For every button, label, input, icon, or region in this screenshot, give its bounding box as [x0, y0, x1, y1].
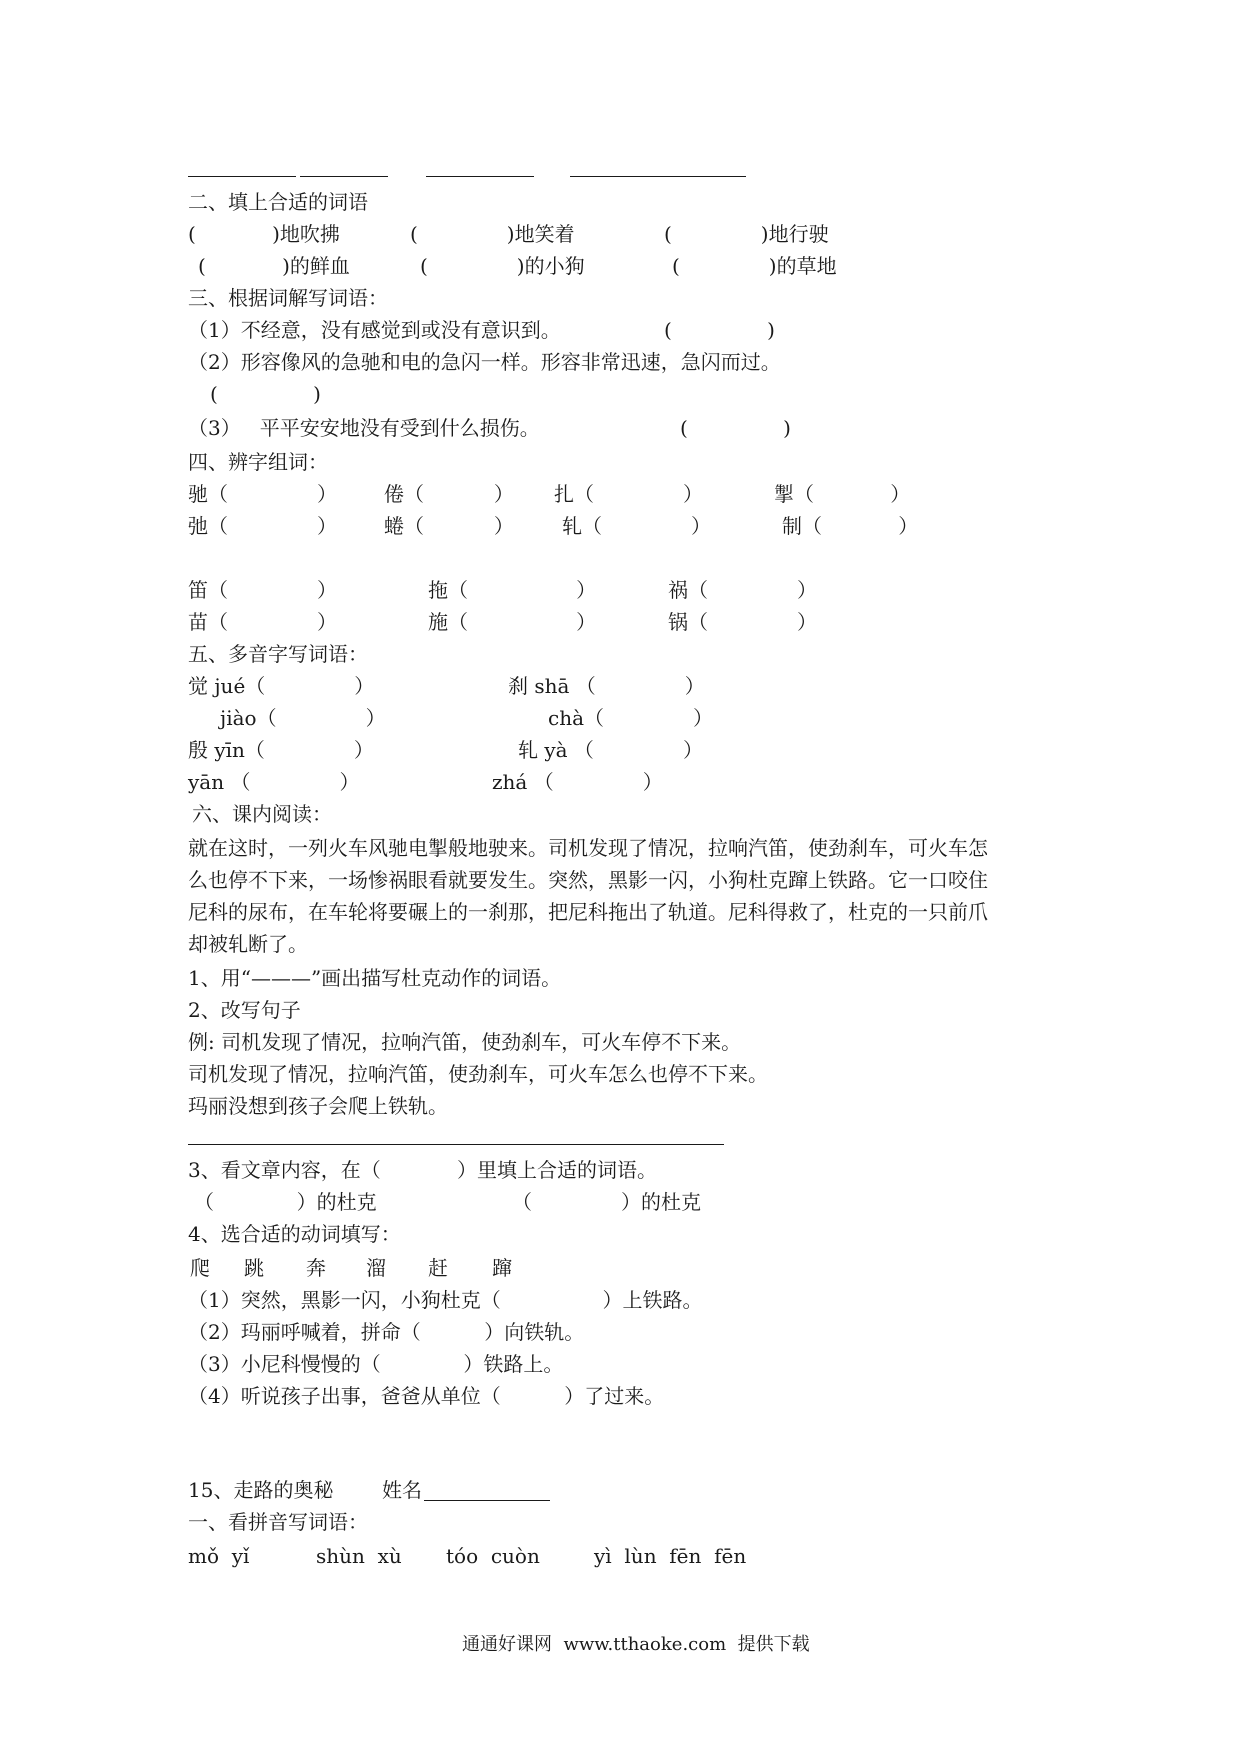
example-sentence: 例: 司机发现了情况，拉响汽笛，使劲刹车，可火车停不下来。 — [188, 1030, 742, 1054]
section-4-title: 四、辨字组词： — [188, 450, 328, 474]
answer-blank[interactable]: ( ) — [680, 416, 791, 440]
section-2-title: 二、填上合适的词语 — [188, 190, 368, 214]
fill-blank-item: ( )地吹拂 — [188, 222, 340, 246]
fill-blank-item: ( )地笑着 — [410, 222, 575, 246]
char-item: 笛（ ） — [188, 578, 338, 602]
fill-blank-item: （ ）的杜克 — [194, 1190, 377, 1214]
answer-blank[interactable]: ( ) — [664, 318, 775, 342]
answer-line[interactable] — [188, 1144, 724, 1145]
char-item: 轧（ ） — [562, 514, 712, 538]
pinyin-item: 轧 yà （ ） — [518, 738, 703, 762]
pinyin-item: chà（ ） — [548, 706, 714, 730]
verb-choice: 蹿 — [492, 1256, 512, 1280]
answer-blank[interactable]: ( ) — [210, 382, 321, 406]
fill-verb-item: （3）小尼科慢慢的（ ）铁路上。 — [188, 1352, 564, 1376]
section-1-title: 一、看拼音写词语： — [188, 1510, 368, 1534]
fill-verb-item: （4）听说孩子出事，爸爸从单位（ ）了过来。 — [188, 1384, 665, 1408]
char-item: 祸（ ） — [668, 578, 818, 602]
verb-choice: 奔 — [306, 1256, 326, 1280]
pinyin-item: zhá （ ） — [492, 770, 663, 794]
pinyin-item: 殷 yīn（ ） — [188, 738, 374, 762]
pinyin-word: shùn xù — [316, 1544, 402, 1568]
verb-choice: 溜 — [366, 1256, 386, 1280]
lesson-title: 15、走路的奥秘 — [188, 1478, 334, 1502]
name-label: 姓名 — [382, 1478, 422, 1502]
pinyin-item: jiào（ ） — [220, 706, 386, 730]
answer-line[interactable] — [188, 176, 296, 177]
char-item: 拖（ ） — [428, 578, 597, 602]
char-item: 掣（ ） — [774, 482, 911, 506]
char-item: 弛（ ） — [188, 514, 338, 538]
char-item: 蜷（ ） — [384, 514, 514, 538]
page-footer: 通通好课网 www.tthaoke.com 提供下载 — [462, 1634, 810, 1655]
question-text: 2、改写句子 — [188, 998, 301, 1022]
verb-choice: 赶 — [428, 1256, 448, 1280]
pinyin-item: 刹 shā （ ） — [508, 674, 705, 698]
char-item: 驰（ ） — [188, 482, 338, 506]
example-sentence: 司机发现了情况，拉响汽笛，使劲刹车，可火车怎么也停不下来。 — [188, 1062, 768, 1086]
question-text: 4、选合适的动词填写： — [188, 1222, 401, 1246]
fill-verb-item: （1）突然，黑影一闪，小狗杜克（ ）上铁路。 — [188, 1288, 703, 1312]
pinyin-item: yān （ ） — [188, 770, 360, 794]
pinyin-word: tóo cuòn — [446, 1544, 540, 1568]
answer-line[interactable] — [570, 176, 746, 177]
char-item: 锅（ ） — [668, 610, 818, 634]
question-text: （1）不经意，没有感觉到或没有意识到。 — [188, 318, 561, 342]
fill-blank-item: ( )的小狗 — [420, 254, 585, 278]
passage-line: 么也停不下来，一场惨祸眼看就要发生。突然，黑影一闪，小狗杜克蹿上铁路。它一口咬住 — [188, 868, 988, 892]
char-item: 施（ ） — [428, 610, 597, 634]
question-text: 1、用“———”画出描写杜克动作的词语。 — [188, 966, 562, 990]
section-3-title: 三、根据词解写词语： — [188, 286, 388, 310]
answer-line[interactable] — [300, 176, 388, 177]
pinyin-word: yì lùn fēn fēn — [594, 1544, 747, 1568]
pinyin-word: mǒ yǐ — [188, 1544, 250, 1568]
verb-choice: 爬 — [190, 1256, 210, 1280]
pinyin-item: 觉 jué（ ） — [188, 674, 375, 698]
char-item: 倦（ ） — [384, 482, 514, 506]
fill-verb-item: （2）玛丽呼喊着，拼命（ ）向铁轨。 — [188, 1320, 585, 1344]
question-text: （2）形容像风的急驰和电的急闪一样。形容非常迅速，急闪而过。 — [188, 350, 781, 374]
fill-blank-item: ( )的鲜血 — [198, 254, 350, 278]
answer-line[interactable] — [426, 176, 534, 177]
question-text: 3、看文章内容，在（ ）里填上合适的词语。 — [188, 1158, 658, 1182]
task-sentence: 玛丽没想到孩子会爬上铁轨。 — [188, 1094, 448, 1118]
fill-blank-item: （ ）的杜克 — [512, 1190, 702, 1214]
passage-line: 尼科的尿布，在车轮将要碾上的一刹那，把尼科拖出了轨道。尼科得救了，杜克的一只前爪 — [188, 900, 988, 924]
char-item: 制（ ） — [782, 514, 919, 538]
char-item: 苗（ ） — [188, 610, 338, 634]
passage-line: 却被轧断了。 — [188, 932, 308, 956]
section-6-title: 六、课内阅读： — [192, 802, 332, 826]
fill-blank-item: ( )的草地 — [672, 254, 837, 278]
verb-choice: 跳 — [244, 1256, 264, 1280]
question-text: （3） 平平安安地没有受到什么损伤。 — [188, 416, 540, 440]
char-item: 扎（ ） — [554, 482, 704, 506]
name-input-line[interactable] — [424, 1500, 550, 1501]
fill-blank-item: ( )地行驶 — [664, 222, 829, 246]
section-5-title: 五、多音字写词语： — [188, 642, 368, 666]
passage-line: 就在这时，一列火车风驰电掣般地驶来。司机发现了情况，拉响汽笛，使劲刹车，可火车怎 — [188, 836, 988, 860]
